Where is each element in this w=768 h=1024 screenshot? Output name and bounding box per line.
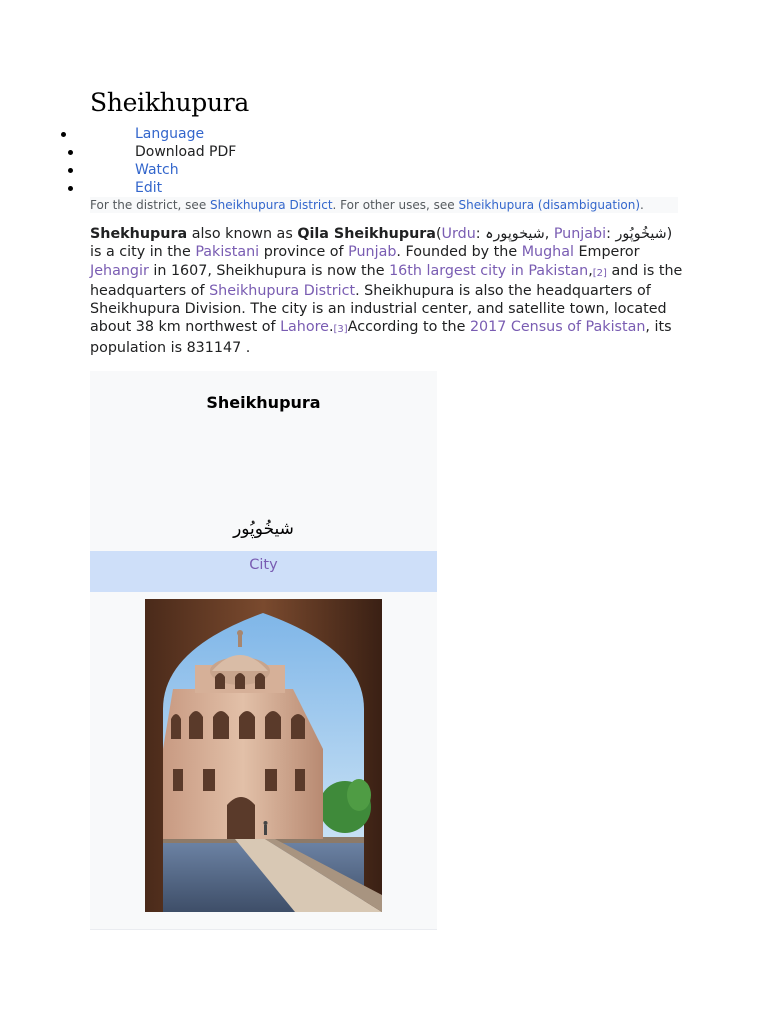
- page-title: Sheikhupura: [90, 88, 250, 117]
- district-link[interactable]: Sheikhupura District: [209, 282, 356, 299]
- lead-text: . Founded by the: [396, 244, 522, 261]
- lead-text: ): [666, 226, 673, 242]
- infobox: [90, 371, 437, 930]
- punjab-link[interactable]: Punjab: [348, 244, 397, 261]
- lead-text: According to the: [347, 319, 470, 336]
- bullet-icon: [68, 186, 73, 191]
- jehangir-link[interactable]: Jehangir: [90, 262, 149, 279]
- lead-text: is a city in the: [90, 244, 196, 261]
- lead-text: ,: [588, 262, 593, 279]
- bullet-icon: [68, 168, 73, 173]
- bullet-icon: [68, 150, 73, 155]
- infobox-type-header: [90, 551, 437, 592]
- lead-text: (: [435, 226, 442, 242]
- lead-text: and is the headquarters of: [90, 262, 683, 299]
- lead-text: . Sheikhupura is also the headquarters of Sheikhupura Division. The city is an industrial center, and satellite town, located about 38 km northwest of: [90, 282, 667, 336]
- lead-text: :: [475, 226, 486, 242]
- action-watch: [0, 161, 300, 179]
- edit-link[interactable]: Edit: [135, 180, 163, 196]
- infobox-title: Sheikhupura: [206, 393, 321, 412]
- lead-paragraph: [90, 225, 686, 357]
- page-actions-list: [0, 125, 300, 197]
- urdu-script: شیخوپورہ: [485, 226, 545, 242]
- action-language: [0, 125, 300, 143]
- lead-text: :: [606, 226, 616, 242]
- lahore-link[interactable]: Lahore: [280, 319, 329, 336]
- punjabi-script: شیخُوپُور: [615, 226, 667, 242]
- download-pdf-label[interactable]: Download PDF: [135, 144, 237, 160]
- lead-text: , its population is 831147 .: [90, 319, 672, 356]
- hatnote-text: .: [640, 198, 644, 212]
- lead-text: also known as: [187, 226, 298, 242]
- hatnote-disambiguation-link[interactable]: Sheikhupura (disambiguation): [458, 198, 641, 212]
- reference-2-link[interactable]: [2]: [592, 267, 607, 279]
- action-download-pdf: [0, 143, 300, 161]
- lead-text: .: [328, 319, 334, 336]
- action-edit: [0, 179, 300, 197]
- mughal-link[interactable]: Mughal: [521, 244, 574, 261]
- census-link[interactable]: 2017 Census of Pakistan: [469, 319, 646, 336]
- punjabi-link[interactable]: Punjabi: [553, 226, 607, 242]
- hatnote-text: . For other uses, see: [332, 198, 459, 212]
- hatnote-district-link[interactable]: Sheikhupura District: [210, 198, 333, 212]
- pakistani-link[interactable]: Pakistani: [195, 244, 260, 261]
- infobox-native-name: شیخُوپُور: [233, 519, 294, 539]
- watch-link[interactable]: Watch: [135, 162, 179, 178]
- lead-text: in 1607, Sheikhupura is now the: [148, 262, 390, 279]
- article-subject: Shekhupura: [90, 226, 188, 242]
- hatnote-text: For the district, see: [90, 198, 211, 212]
- alternate-name: Qila Sheikhupura: [297, 226, 436, 242]
- language-link[interactable]: Language: [135, 126, 205, 142]
- lead-text: Emperor: [573, 244, 640, 261]
- hatnote: [90, 197, 678, 213]
- urdu-link[interactable]: Urdu: [441, 226, 476, 242]
- reference-3-link[interactable]: [3]: [333, 324, 348, 336]
- bullet-icon: [61, 132, 66, 137]
- largest-city-link[interactable]: 16th largest city in Pakistan: [389, 262, 589, 279]
- hiran-minar-photo[interactable]: [145, 599, 382, 912]
- lead-text: ,: [544, 226, 554, 242]
- lead-text: province of: [259, 244, 349, 261]
- city-link[interactable]: City: [249, 557, 278, 573]
